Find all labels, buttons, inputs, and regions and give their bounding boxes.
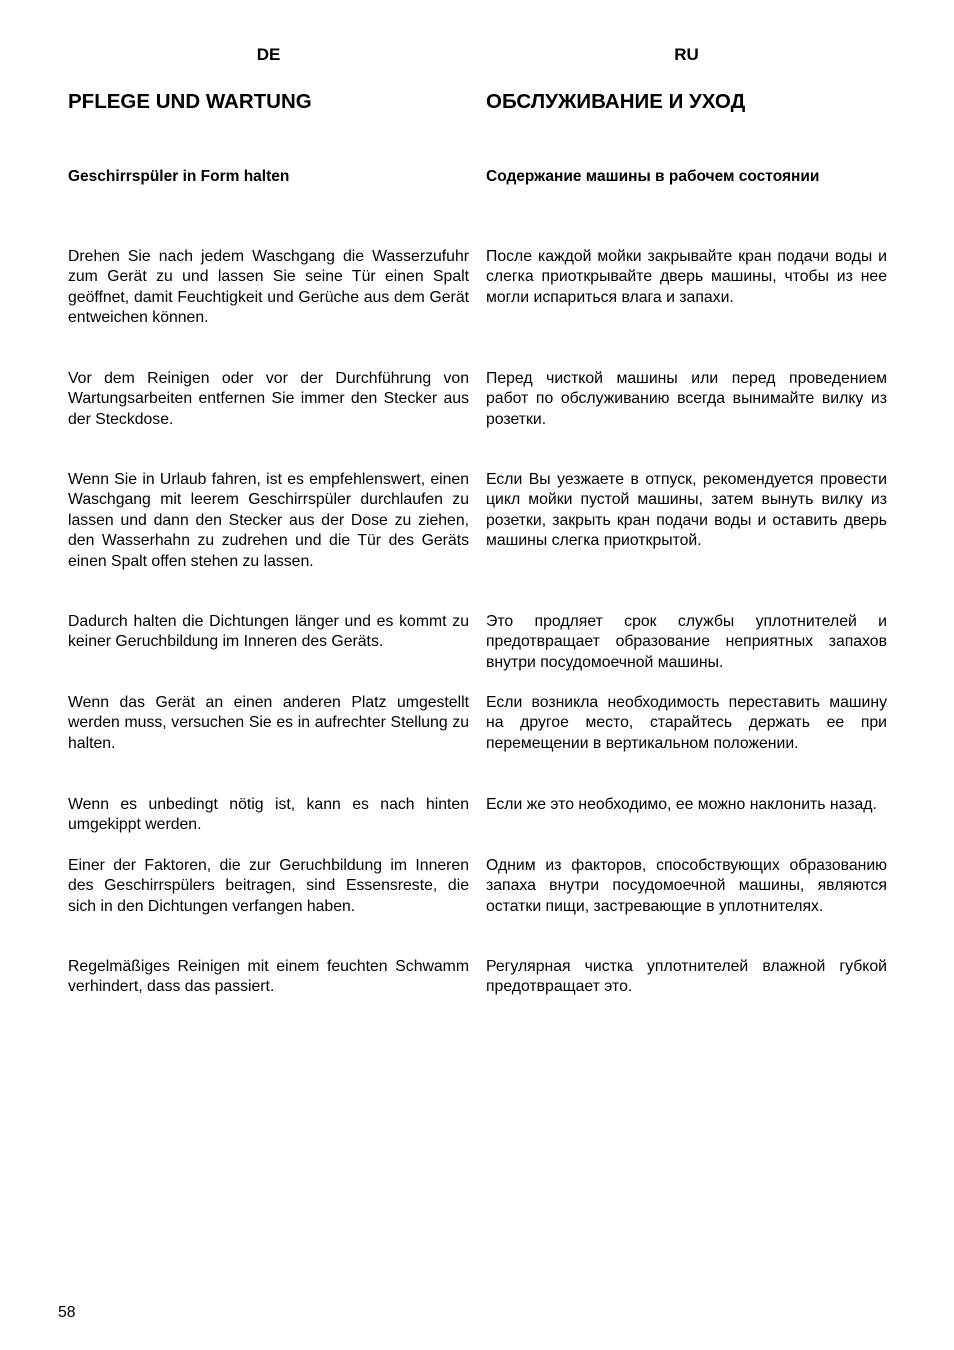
paragraph-de-1: Drehen Sie nach jedem Waschgang die Wasserzufuhr zum Gerät zu und lassen Sie seine Tür einen Spalt geöffnet, damit Feuchtigkeit und Gerüche aus dem Gerät entweichen können. bbox=[68, 248, 469, 327]
page-number: 58 bbox=[58, 1304, 76, 1321]
section-title-ru: ОБСЛУЖИВАНИЕ И УХОД bbox=[486, 90, 746, 113]
paragraph-de-8: Regelmäßiges Reinigen mit einem feuchten Schwamm verhindert, dass das passiert. bbox=[68, 958, 469, 996]
subsection-title-ru: Содержание машины в рабочем состоянии bbox=[486, 168, 820, 185]
paragraph-ru-2: Перед чисткой машины или перед проведением работ по обслуживанию всегда вынимайте вилку из розетки. bbox=[486, 370, 887, 428]
section-title-de: PFLEGE UND WARTUNG bbox=[68, 90, 312, 113]
paragraph-de-4: Dadurch halten die Dichtungen länger und es kommt zu keiner Geruchbildung im Inneren des Geräts. bbox=[68, 613, 469, 651]
paragraph-ru-5: Если возникла необходимость переставить машину на другое место, старайтесь держать ее при перемещении в вертикальном положении. bbox=[486, 694, 887, 752]
paragraph-ru-7: Одним из факторов, способствующих образованию запаха внутри посудомоечной машины, являются остатки пищи, застревающие в уплотнителях. bbox=[486, 857, 887, 915]
paragraph-ru-1: После каждой мойки закрывайте кран подачи воды и слегка приоткрывайте дверь машины, чтобы из нее могли испариться влага и запахи. bbox=[486, 248, 887, 306]
paragraph-de-3: Wenn Sie in Urlaub fahren, ist es empfehlenswert, einen Waschgang mit leerem Geschirrspüler durchlaufen zu lassen und dann den Stecker aus der Dose zu ziehen, den Wasserhahn zu zudrehen und die Tür des Geräts einen Spalt offen stehen zu lassen. bbox=[68, 471, 469, 570]
paragraph-de-6: Wenn es unbedingt nötig ist, kann es nach hinten umgekippt werden. bbox=[68, 796, 469, 834]
paragraph-de-5: Wenn das Gerät an einen anderen Platz umgestellt werden muss, versuchen Sie es in aufrechter Stellung zu halten. bbox=[68, 694, 469, 752]
paragraph-de-2: Vor dem Reinigen oder vor der Durchführung von Wartungsarbeiten entfernen Sie immer den Stecker aus der Steckdose. bbox=[68, 370, 469, 428]
paragraph-ru-8: Регулярная чистка уплотнителей влажной губкой предотвращает это. bbox=[486, 958, 887, 996]
paragraph-de-7: Einer der Faktoren, die zur Geruchbildung im Inneren des Geschirrspülers beitragen, sind Essensreste, die sich in den Dichtungen verfangen haben. bbox=[68, 857, 469, 915]
language-label-ru: RU bbox=[674, 45, 699, 64]
paragraph-ru-3: Если Вы уезжаете в отпуск, рекомендуется провести цикл мойки пустой машины, затем вынуть вилку из розетки, закрыть кран подачи воды и оставить дверь машины слегка приоткрытой. bbox=[486, 471, 887, 550]
paragraph-ru-6: Если же это необходимо, ее можно наклонить назад. bbox=[486, 796, 877, 813]
subsection-title-de: Geschirrspüler in Form halten bbox=[68, 168, 290, 185]
language-label-de: DE bbox=[256, 45, 281, 64]
paragraph-ru-4: Это продляет срок службы уплотнителей и предотвращает образование неприятных запахов внутри посудомоечной машины. bbox=[486, 613, 887, 671]
